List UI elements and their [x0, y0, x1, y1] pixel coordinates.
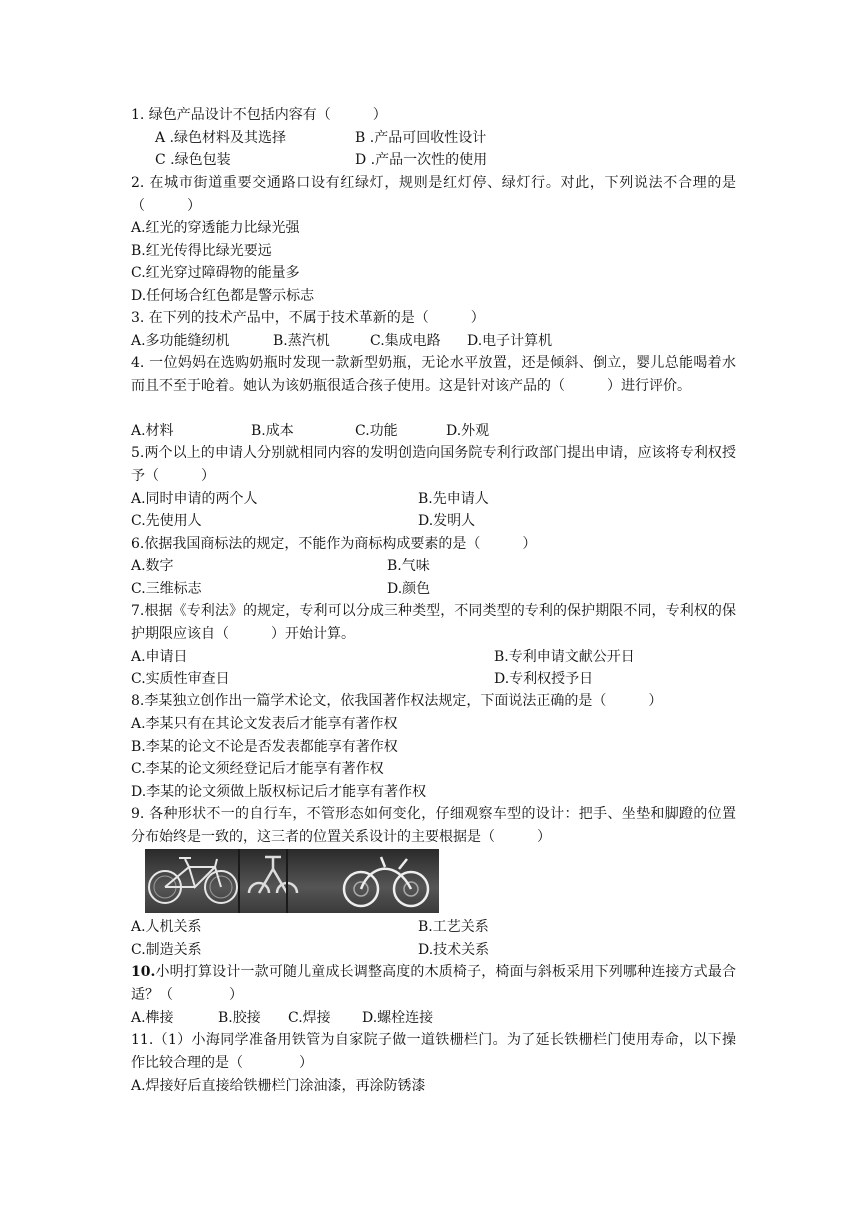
q3-option-d: D.电子计算机: [467, 333, 553, 349]
bicycles-image: [145, 849, 439, 913]
q4-stem: 4. 一位妈妈在选购奶瓶时发现一款新型奶瓶，无论水平放置，还是倾斜、倒立，婴儿总能喝着水而且不至于呛着。她认为该奶瓶很适合孩子使用。这是针对该产品的（ ）进行评价。: [131, 355, 736, 394]
q10-stem: 小明打算设计一款可随儿童成长调整高度的木质椅子，椅面与斜板采用下列哪种连接方式最合适？（ ）: [131, 964, 736, 1003]
q5-option-a: A.同时申请的两个人: [131, 491, 258, 507]
q7-option-d: D.专利权授予日: [494, 671, 594, 687]
q9-option-c: C.制造关系: [131, 942, 202, 958]
q4-option-d: D.外观: [446, 423, 490, 439]
q11-option-a: A.焊接好后直接给铁栅栏门涂油漆，再涂防锈漆: [131, 1078, 426, 1094]
q8-option-c: C.李某的论文须经登记后才能享有著作权: [131, 761, 384, 777]
q9-stem: 9. 各种形状不一的自行车，不管形态如何变化，仔细观察车型的设计：把手、坐垫和脚蹬的位置分布始终是一致的，这三者的位置关系设计的主要根据是（ ）: [131, 806, 736, 845]
q10-option-c: C.焊接: [288, 1010, 331, 1026]
q8-option-b: B.李某的论文不论是否发表都能享有著作权: [131, 739, 398, 755]
q7-option-a: A.申请日: [131, 649, 188, 665]
q5-option-b: B.先申请人: [418, 491, 489, 507]
q8-option-d: D.李某的论文须做上版权标记后才能享有著作权: [131, 784, 427, 800]
q5-stem: 5.两个以上的申请人分别就相同内容的发明创造向国务院专利行政部门提出申请，应该将专利权授予（ ）: [131, 445, 736, 484]
q10-option-b: B.胶接: [218, 1010, 261, 1026]
q7-stem: 7.根据《专利法》的规定，专利可以分成三种类型，不同类型的专利的保护期限不同，专利权的保护期限应该自（ ）开始计算。: [131, 603, 736, 642]
q3-option-c: C.集成电路: [370, 333, 441, 349]
q7-option-c: C.实质性审查日: [131, 671, 230, 687]
q4-option-b: B.成本: [251, 423, 294, 439]
q1-option-d: D .产品一次性的使用: [355, 152, 488, 168]
q1-option-c: C .绿色包装: [155, 152, 231, 168]
q9-option-a: A.人机关系: [131, 919, 202, 935]
q1-option-a: A .绿色材料及其选择: [155, 130, 287, 146]
q5-option-c: C.先使用人: [131, 513, 202, 529]
q2-stem: 2. 在城市街道重要交通路口设有红绿灯，规则是红灯停、绿灯行。对此，下列说法不合理的是（ ）: [131, 175, 736, 214]
q6-option-c: C.三维标志: [131, 581, 202, 597]
q10-number: 10.: [131, 964, 156, 980]
q8-option-a: A.李某只有在其论文发表后才能享有著作权: [131, 716, 398, 732]
q1-option-b: B .产品可回收性设计: [355, 130, 487, 146]
q2-option-d: D.任何场合红色都是警示标志: [131, 288, 315, 304]
q10-option-a: A.榫接: [131, 1010, 174, 1026]
q11-stem: 11.（1）小海同学准备用铁管为自家院子做一道铁栅栏门。为了延长铁栅栏门使用寿命，以下操作比较合理的是（ ）: [131, 1032, 736, 1071]
q5-option-d: D.发明人: [418, 513, 476, 529]
q7-option-b: B.专利申请文献公开日: [494, 649, 635, 665]
q10-option-d: D.螺栓连接: [362, 1010, 434, 1026]
q2-option-c: C.红光穿过障碍物的能量多: [131, 265, 300, 281]
q2-option-b: B.红光传得比绿光要远: [131, 243, 272, 259]
q3-option-a: A.多功能缝纫机: [131, 333, 230, 349]
q4-option-a: A.材料: [131, 423, 174, 439]
bicycles-illustration: [145, 849, 439, 913]
q6-option-d: D.颜色: [387, 581, 431, 597]
q2-option-a: A.红光的穿透能力比绿光强: [131, 220, 300, 236]
q1-stem: 1. 绿色产品设计不包括内容有（ ）: [131, 107, 387, 123]
q3-stem: 3. 在下列的技术产品中，不属于技术革新的是（ ）: [131, 310, 485, 326]
q8-stem: 8.李某独立创作出一篇学术论文，依我国著作权法规定，下面说法正确的是（ ）: [131, 693, 663, 709]
q10-stem-block: [131, 961, 736, 1006]
q9-option-d: D.技术关系: [418, 942, 490, 958]
q6-option-a: A.数字: [131, 558, 174, 574]
q6-option-b: B.气味: [387, 558, 430, 574]
q3-option-b: B.蒸汽机: [273, 333, 330, 349]
q4-option-c: C.功能: [355, 423, 398, 439]
q9-option-b: B.工艺关系: [418, 919, 489, 935]
q6-stem: 6.依据我国商标法的规定，不能作为商标构成要素的是（ ）: [131, 536, 537, 552]
